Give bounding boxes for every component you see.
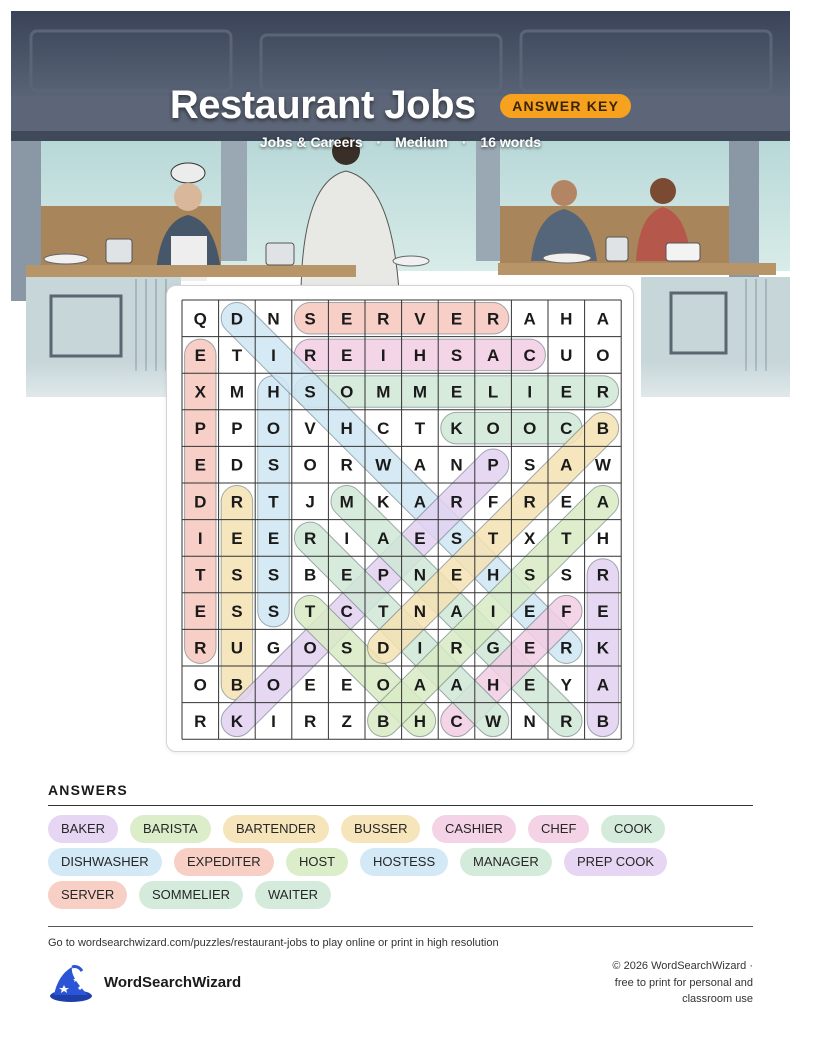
grid-letter: K	[450, 419, 463, 439]
answer-word-baker: BAKER	[48, 815, 118, 843]
grid-letter: J	[305, 492, 315, 512]
answer-word-chef: CHEF	[528, 815, 589, 843]
grid-letter: W	[375, 455, 392, 475]
title-row	[11, 83, 790, 128]
grid-letter: E	[524, 638, 536, 658]
difficulty-label: Medium	[395, 134, 448, 150]
grid-letter: S	[304, 382, 316, 402]
grid-letter: K	[230, 711, 244, 731]
answer-word-sommelier: SOMMELIER	[139, 881, 243, 909]
grid-letter: P	[231, 419, 243, 439]
grid-letter: H	[413, 345, 427, 365]
grid-letter: I	[197, 528, 203, 548]
grid-letter: T	[195, 565, 206, 585]
grid-letter: F	[561, 602, 572, 622]
grid-letter: H	[596, 528, 610, 548]
divider	[48, 926, 753, 927]
grid-letter: C	[523, 345, 536, 365]
grid-letter: S	[524, 455, 536, 475]
grid-letter: E	[450, 309, 463, 329]
grid-letter: S	[267, 565, 280, 585]
answer-word-expediter: EXPEDITER	[174, 848, 274, 876]
grid-letter: H	[413, 711, 427, 731]
grid-letter: I	[271, 345, 276, 365]
grid-letter: A	[413, 455, 427, 475]
grid-letter: E	[341, 565, 353, 585]
grid-letter: S	[267, 455, 280, 475]
grid-letter: N	[413, 565, 427, 585]
grid-letter: R	[340, 455, 353, 475]
grid-letter: A	[413, 492, 427, 512]
answer-word-prep-cook: PREP COOK	[564, 848, 667, 876]
copyright-line: © 2026 WordSearchWizard ·	[612, 960, 753, 972]
grid-letter: R	[560, 711, 573, 731]
grid-letter: K	[596, 638, 610, 658]
grid-letter: M	[376, 382, 391, 402]
grid-letter: E	[194, 455, 206, 475]
grid-letter: C	[560, 419, 573, 439]
grid-letter: D	[194, 492, 207, 512]
grid-letter: T	[487, 528, 499, 548]
grid-letter: O	[596, 345, 610, 365]
answer-word-barista: BARISTA	[130, 815, 211, 843]
grid-letter: A	[596, 309, 610, 329]
grid-letter: R	[486, 309, 500, 329]
grid-letter: S	[231, 602, 243, 622]
grid-letter: A	[450, 602, 463, 622]
word-count-label: 16 words	[480, 134, 542, 150]
grid-letter: E	[194, 602, 206, 622]
grid-letter: Z	[341, 711, 352, 731]
answer-word-bartender: BARTENDER	[223, 815, 329, 843]
grid-letter: B	[303, 565, 317, 585]
answer-word-cook: COOK	[601, 815, 665, 843]
grid-letter: E	[524, 602, 536, 622]
grid-letter: A	[596, 492, 610, 512]
grid-letter: R	[230, 492, 244, 512]
grid-letter: O	[303, 638, 317, 658]
grid-letter: C	[450, 711, 463, 731]
grid-letter: E	[341, 309, 353, 329]
grid-letter: C	[377, 419, 390, 439]
grid-letter: O	[376, 675, 390, 695]
answer-word-manager: MANAGER	[460, 848, 552, 876]
grid-letter: S	[450, 345, 463, 365]
grid-letter: X	[524, 528, 536, 548]
brand-name: WordSearchWizard	[104, 974, 242, 991]
grid-letter: T	[268, 492, 279, 512]
copyright-line: free to print for personal and	[614, 976, 753, 989]
grid-letter: E	[267, 528, 280, 548]
answer-word-host: HOST	[286, 848, 348, 876]
grid-letter: R	[303, 345, 317, 365]
grid-letter: K	[377, 492, 390, 512]
grid-letter: I	[527, 382, 533, 402]
grid-letter: A	[560, 455, 573, 475]
grid-letter: E	[414, 528, 426, 548]
grid-letter: R	[377, 309, 390, 329]
grid-letter: T	[414, 419, 426, 439]
grid-letter: H	[486, 675, 500, 695]
grid-letter: A	[486, 345, 500, 365]
grid-letter: P	[377, 565, 389, 585]
grid-letter: W	[485, 711, 502, 731]
grid-letter: O	[303, 455, 317, 475]
answer-word-dishwasher: DISHWASHER	[48, 848, 162, 876]
grid-letter: R	[523, 492, 536, 512]
grid-letter: M	[412, 382, 427, 402]
grid-letter: R	[596, 565, 610, 585]
grid-letter: R	[194, 638, 207, 658]
grid-letter: T	[304, 602, 316, 622]
grid-letter: B	[377, 711, 390, 731]
copyright-notice	[553, 958, 753, 1008]
grid-letter: E	[597, 602, 609, 622]
grid-letter: D	[377, 638, 390, 658]
grid-letter: A	[413, 675, 427, 695]
grid-letter: O	[266, 419, 281, 439]
grid-letter: C	[340, 602, 353, 622]
grid-letter: S	[304, 309, 316, 329]
grid-letter: S	[450, 528, 463, 548]
grid-letter: L	[487, 382, 499, 402]
grid-letter: O	[340, 382, 354, 402]
answer-word-server: SERVER	[48, 881, 127, 909]
grid-letter: A	[450, 675, 463, 695]
grid-letter: O	[523, 419, 537, 439]
grid-letter: E	[231, 528, 243, 548]
grid-letter: E	[304, 675, 316, 695]
grid-letter: R	[194, 711, 207, 731]
grid-letter: B	[596, 711, 610, 731]
grid-letter: T	[378, 602, 389, 622]
grid-letter: D	[230, 455, 244, 475]
page-title: Restaurant Jobs	[169, 83, 476, 127]
wizard-hat-icon	[48, 963, 94, 1003]
answer-key-badge: ANSWER KEY	[500, 94, 631, 118]
grid-letter: U	[230, 638, 244, 658]
grid-letter: E	[194, 345, 206, 365]
grid-letter: H	[340, 419, 353, 439]
grid-letter: G	[266, 638, 281, 658]
word-search-grid	[166, 285, 634, 752]
grid-letter: R	[450, 492, 463, 512]
grid-letter: H	[560, 309, 573, 329]
grid-letter: I	[344, 528, 350, 548]
grid-letter: B	[596, 419, 610, 439]
grid-letter: O	[266, 675, 281, 695]
grid-letter: S	[524, 565, 536, 585]
grid-letter: T	[561, 528, 572, 548]
grid-letter: E	[341, 675, 353, 695]
grid-letter: I	[271, 711, 276, 731]
grid-letter: A	[377, 528, 390, 548]
grid-letter: I	[490, 602, 496, 622]
play-online-note: Go to wordsearchwizard.com/puzzles/restaurant-jobs to play online or print in high resolution	[48, 937, 499, 949]
grid-letter: R	[450, 638, 463, 658]
grid-letter: E	[341, 345, 353, 365]
grid-letter: R	[303, 711, 317, 731]
grid-letter: Y	[560, 675, 572, 695]
answer-word-hostess: HOSTESS	[360, 848, 448, 876]
grid-letter: P	[194, 419, 206, 439]
grid-letter: R	[560, 638, 573, 658]
grid-letter: S	[560, 565, 572, 585]
grid-letter: N	[450, 455, 463, 475]
puzzle-meta	[11, 134, 790, 150]
grid-letter: O	[193, 675, 207, 695]
category-label: Jobs & Careers	[259, 134, 363, 150]
grid-letter: M	[229, 382, 244, 402]
answer-word-waiter: WAITER	[255, 881, 331, 909]
grid-letter: O	[486, 419, 500, 439]
grid-letter: H	[267, 382, 280, 402]
grid-letter: M	[339, 492, 354, 512]
grid-letter: D	[230, 309, 244, 329]
grid-letter: V	[414, 309, 426, 329]
answer-word-cashier: CASHIER	[432, 815, 516, 843]
grid-letter: E	[450, 565, 463, 585]
grid-letter: N	[523, 711, 536, 731]
grid-letter: X	[194, 382, 206, 402]
grid-letter: E	[560, 492, 572, 512]
answer-word-busser: BUSSER	[341, 815, 420, 843]
grid-letter: E	[524, 675, 536, 695]
grid-letter: S	[231, 565, 243, 585]
grid-letter: E	[450, 382, 463, 402]
grid-letter: A	[596, 675, 610, 695]
grid-letter: I	[417, 638, 423, 658]
grid-letter: Q	[193, 309, 207, 329]
grid-letter: U	[560, 345, 573, 365]
meta-separator: ·	[376, 134, 382, 150]
grid-letter: T	[231, 345, 243, 365]
grid-letter: V	[304, 419, 316, 439]
copyright-line: classroom use	[682, 993, 753, 1005]
grid-letter: G	[486, 638, 500, 658]
grid-letter: W	[594, 455, 611, 475]
grid-letter: F	[487, 492, 499, 512]
grid-letter: N	[267, 309, 280, 329]
grid-letter: R	[596, 382, 610, 402]
answers-heading: ANSWERS	[48, 782, 128, 798]
grid-letter: H	[486, 565, 500, 585]
grid-letter: I	[380, 345, 386, 365]
meta-separator: ·	[461, 134, 467, 150]
grid-letter: R	[303, 528, 317, 548]
divider	[48, 805, 753, 806]
grid-letter: S	[267, 602, 280, 622]
grid-letter: A	[523, 309, 536, 329]
grid-letter: E	[560, 382, 572, 402]
grid-letter: P	[487, 455, 499, 475]
grid-letter: N	[413, 602, 427, 622]
grid-letter: B	[230, 675, 244, 695]
grid-letter: S	[341, 638, 353, 658]
